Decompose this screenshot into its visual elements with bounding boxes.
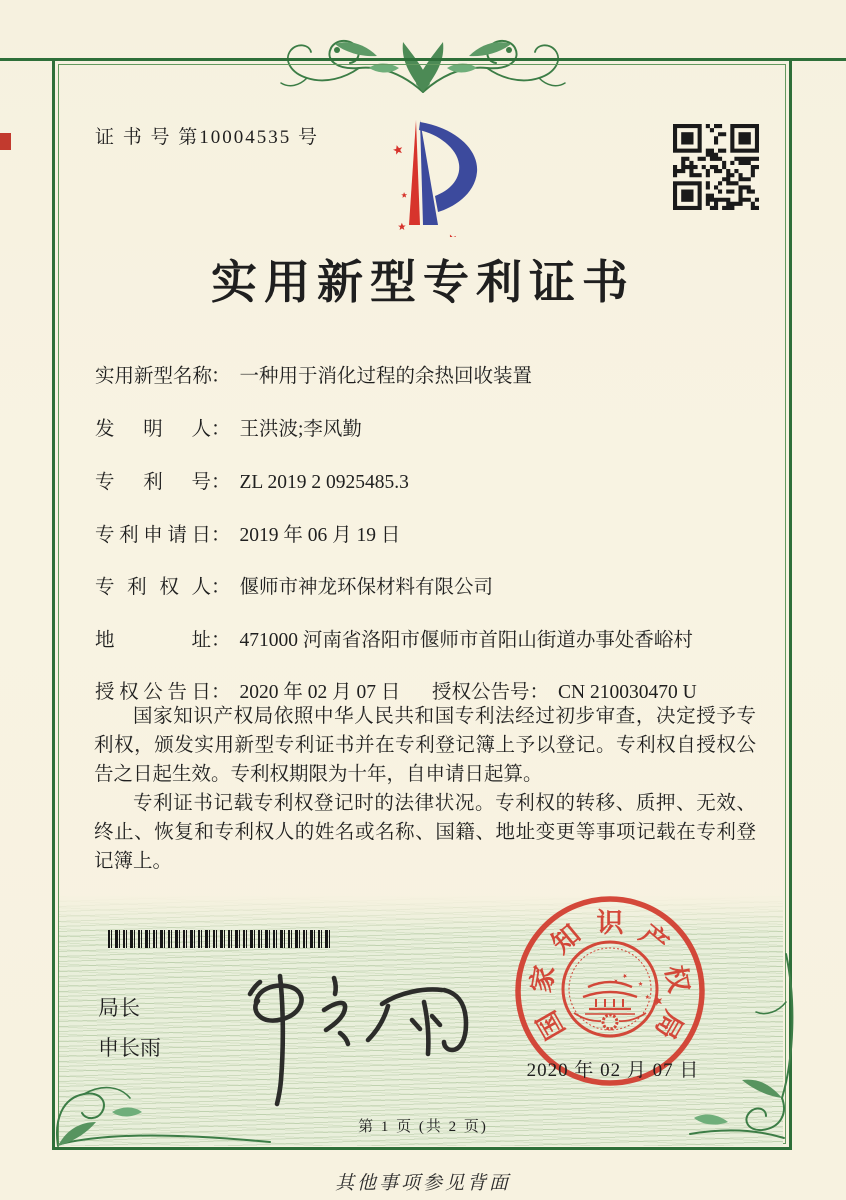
field-colon: ： — [211, 682, 231, 703]
field-colon: ： — [211, 419, 231, 440]
seal-char: 国 — [531, 1005, 571, 1045]
field-value: ZL 2019 2 0925485.3 — [239, 472, 409, 493]
field-row-patentee — [95, 571, 493, 599]
seal-char: 家 — [525, 963, 561, 995]
field-value: 一种用于消化过程的余热回收装置 — [239, 366, 533, 387]
field-colon: ： — [529, 682, 550, 703]
cnipa-logo-icon — [350, 112, 520, 237]
field-colon: ： — [211, 525, 231, 546]
seal-char: 识 — [596, 908, 624, 938]
field-label: 发明人 — [95, 419, 211, 440]
seal-char: 产 — [634, 918, 674, 960]
field-value: 2020 年 02 月 07 日 — [239, 682, 401, 703]
director-title-label: 局长 — [98, 997, 140, 1020]
field-label: 实用新型名称 — [95, 366, 213, 387]
field-label: 专利申请日 — [95, 525, 211, 546]
field-value: CN 210030470 U — [558, 682, 697, 703]
field-row-grant-number — [432, 676, 697, 704]
legal-text-block — [94, 702, 756, 876]
field-colon: ： — [211, 366, 231, 387]
scan-edge-red-mark — [0, 133, 11, 150]
field-colon: ： — [211, 630, 231, 651]
field-value: 2019 年 06 月 19 日 — [239, 525, 401, 546]
seal-char: 知 — [546, 918, 586, 960]
seal-char: 局 — [649, 1005, 689, 1045]
field-label: 地址 — [95, 630, 211, 651]
field-row-patent-number — [95, 466, 409, 494]
page-number: 第 1 页 (共 2 页) — [358, 1119, 488, 1135]
field-colon: ： — [211, 577, 231, 598]
field-label: 授权公告号 — [432, 682, 530, 703]
seal-char: 权 — [659, 963, 695, 995]
certificate-title: 实用新型专利证书 — [211, 257, 635, 308]
field-row-grant-date — [95, 676, 400, 704]
field-value: 471000 河南省洛阳市偃师市首阳山街道办事处香峪村 — [239, 630, 693, 651]
field-value: 偃师市神龙环保材料有限公司 — [239, 577, 494, 598]
field-label: 授权公告日 — [95, 682, 211, 703]
field-row-filing-date — [95, 519, 400, 547]
field-value: 王洪波;李风勤 — [239, 419, 362, 440]
field-row-address — [95, 624, 693, 652]
legal-paragraph-1: 国家知识产权局依照中华人民共和国专利法经过初步审查，决定授予专利权，颁发实用新型专利证书并在专利登记簿上予以登记。专利权自授权公告之日起生效。专利权期限为十年，自申请日起算。 — [94, 706, 756, 785]
legal-paragraph-2: 专利证书记载专利权登记时的法律状况。专利权的转移、质押、无效、终止、恢复和专利权人的姓名或名称、国籍、地址变更等事项记载在专利登记簿上。 — [94, 793, 756, 872]
field-label: 专利权人 — [95, 577, 211, 598]
seal-date: 2020 年 02 月 07 日 — [526, 1060, 700, 1081]
back-side-note: 其他事项参见背面 — [334, 1173, 511, 1194]
director-name-label: 申长雨 — [98, 1037, 161, 1060]
certificate-number: 证 书 号 第10004535 号 — [95, 127, 320, 148]
field-row-inventor — [95, 413, 362, 441]
field-row-invention-name — [95, 360, 532, 388]
field-label: 专利号 — [95, 472, 211, 493]
qr-code-icon — [673, 124, 759, 210]
field-colon: ： — [211, 472, 231, 493]
